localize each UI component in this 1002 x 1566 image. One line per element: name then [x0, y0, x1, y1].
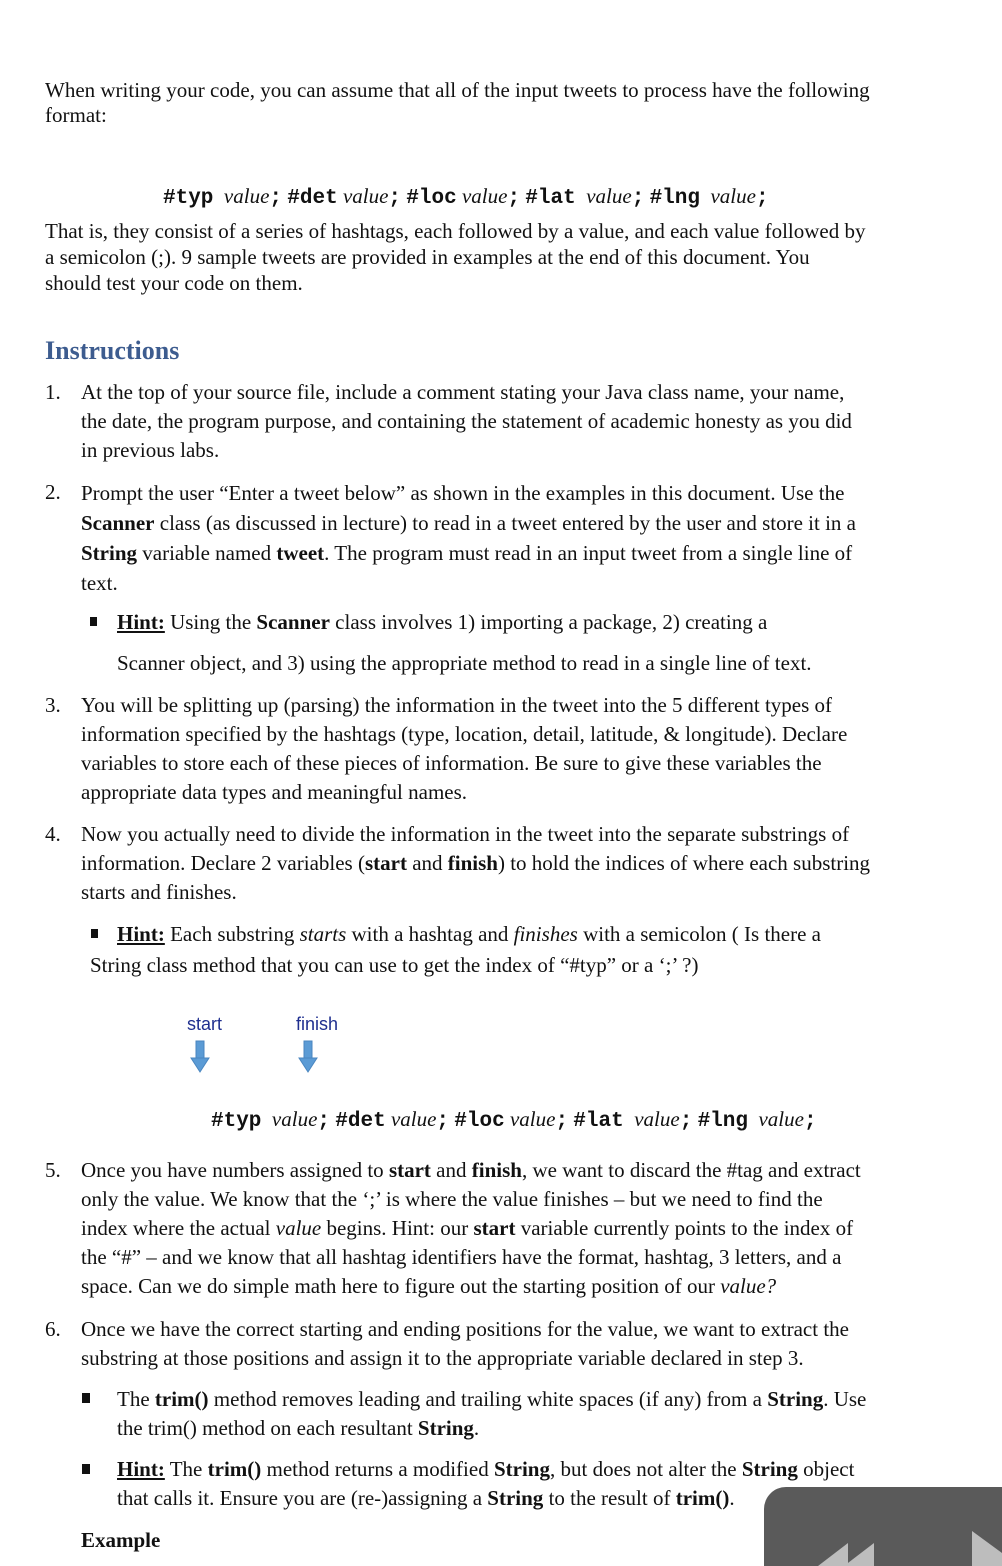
text: variable currently points to the index of: [515, 1216, 854, 1240]
value-lng: value: [710, 184, 756, 208]
starts-word: starts: [299, 922, 347, 946]
text: method on each resultant: [196, 1416, 418, 1440]
trim-keyword: trim(): [207, 1457, 262, 1481]
step-4-line: [81, 849, 911, 878]
step-6-line: substring at those positions and assign it to the appropriate variable declared in step 3.: [81, 1346, 804, 1370]
rewind-icon[interactable]: [812, 1535, 882, 1566]
trim-keyword: trim(): [147, 1416, 197, 1440]
semicolon: ;: [436, 1110, 450, 1133]
text: . Use: [823, 1387, 867, 1411]
step-3-line: variables to store each of these pieces of information. Be sure to give these variables the: [81, 751, 822, 775]
string-keyword: String: [81, 541, 138, 565]
value-loc: value: [509, 1107, 556, 1131]
step-3-line: information specified by the hashtags (type, location, detail, latitude, & longitude). Declare: [81, 722, 848, 746]
text: ) to hold the indices of where each substring: [497, 851, 871, 875]
step-1: [81, 378, 911, 465]
finish-keyword: finish: [471, 1158, 522, 1182]
step-5-line: [81, 1214, 911, 1243]
description-paragraph: [45, 217, 866, 298]
string-keyword: String: [487, 1486, 544, 1510]
value-word: value: [275, 1216, 322, 1240]
text: variable named: [137, 541, 277, 565]
text: method returns a modified: [261, 1457, 494, 1481]
semicolon: ;: [803, 1110, 817, 1133]
tag-loc: #loc: [406, 187, 457, 210]
tag-lat: #lat: [573, 1110, 624, 1133]
text: the: [117, 1416, 148, 1440]
desc-line-2: a semicolon (;). 9 sample tweets are provided in examples at the end of this document. You: [45, 245, 810, 269]
start-arrow-icon: [190, 1040, 210, 1074]
step-5-line: [81, 1156, 911, 1185]
text: . The program must read in an input tweet from a single line of: [324, 541, 853, 565]
step-number-5: 5.: [45, 1158, 61, 1182]
scanner-keyword: Scanner: [256, 610, 330, 634]
text: class (as discussed in lecture) to read in a tweet entered by the user and store it in a: [154, 511, 857, 535]
string-keyword: String: [493, 1457, 550, 1481]
step-number-6: 6.: [45, 1317, 61, 1341]
tweet-keyword: tweet: [276, 541, 325, 565]
step-2-line: Prompt the user “Enter a tweet below” as shown in the examples in this document. Use the: [81, 481, 845, 505]
step-2: [81, 478, 911, 598]
text: method removes leading and trailing white spaces (if any) from a: [208, 1387, 768, 1411]
semicolon: ;: [388, 187, 402, 210]
intro-line-1: When writing your code, you can assume that all of the input tweets to process have the following: [45, 78, 870, 102]
value-word: value?: [720, 1274, 777, 1298]
trim-keyword: trim(): [675, 1486, 730, 1510]
text: that calls it. Ensure you are (re-)assigning a: [117, 1486, 488, 1510]
text: The: [164, 1457, 208, 1481]
text: to the result of: [543, 1486, 676, 1510]
intro-paragraph: [45, 76, 870, 130]
text: class involves 1) importing a package, 2) creating a: [329, 610, 768, 634]
text: and: [406, 851, 448, 875]
play-icon[interactable]: [970, 1531, 1002, 1566]
tag-typ: #typ: [211, 1110, 262, 1133]
trim-keyword: trim(): [154, 1387, 209, 1411]
bullet: [82, 1464, 90, 1474]
text: begins. Hint: our: [321, 1216, 474, 1240]
text: space. Can we do simple math here to figure out the starting position of our: [81, 1274, 721, 1298]
step-1-line: the date, the program purpose, and containing the statement of academic honesty as you did: [81, 409, 852, 433]
semicolon: ;: [631, 187, 645, 210]
text: with a semicolon ( Is there a: [577, 922, 821, 946]
value-typ: value: [271, 1107, 318, 1131]
tag-lat: #lat: [525, 187, 576, 210]
text: Once you have numbers assigned to: [81, 1158, 389, 1182]
value-typ: value: [223, 184, 270, 208]
trim-note: [117, 1385, 947, 1443]
finishes-word: finishes: [513, 922, 578, 946]
semicolon: ;: [679, 1110, 693, 1133]
start-keyword: start: [473, 1216, 516, 1240]
start-keyword: start: [388, 1158, 431, 1182]
step-5-line: the “#” – and we know that all hashtag identifiers have the format, hashtag, 3 letters, and a: [81, 1245, 842, 1269]
scanner-keyword: Scanner: [81, 511, 155, 535]
tag-det: #det: [335, 1110, 386, 1133]
string-keyword: String: [417, 1416, 474, 1440]
text: .: [729, 1486, 735, 1510]
text: with a hashtag and: [346, 922, 514, 946]
value-det: value: [390, 1107, 437, 1131]
start-keyword: start: [364, 851, 407, 875]
step-4: [81, 820, 911, 907]
value-lat: value: [634, 1107, 680, 1131]
bullet: [82, 1393, 90, 1403]
step-6: [81, 1315, 911, 1373]
tag-lng: #lng: [697, 1110, 748, 1133]
step-number-1: 1.: [45, 380, 61, 404]
finish-arrow-icon: [298, 1040, 318, 1074]
semicolon: ;: [555, 1110, 569, 1133]
text: , but does not alter the: [549, 1457, 742, 1481]
step-2-line: text.: [81, 571, 118, 595]
hint-line: Scanner object, and 3) using the appropriate method to read in a single line of text.: [117, 651, 812, 675]
tag-det: #det: [287, 187, 338, 210]
desc-line-3: should test your code on them.: [45, 271, 303, 295]
step-1-line: At the top of your source file, include a comment stating your Java class name, your name,: [81, 380, 845, 404]
tag-loc: #loc: [454, 1110, 505, 1133]
step-2-line: [81, 538, 911, 568]
semicolon: ;: [755, 187, 769, 210]
step-number-2: 2.: [45, 480, 61, 504]
finish-keyword: finish: [447, 851, 498, 875]
hint-label: Hint:: [117, 1457, 165, 1481]
string-keyword: String: [767, 1387, 824, 1411]
tag-lng: #lng: [649, 187, 700, 210]
format-line-diagram: [190, 1076, 817, 1165]
text: Each substring: [164, 922, 300, 946]
step-3: [81, 691, 911, 807]
step-3-line: appropriate data types and meaningful names.: [81, 780, 468, 804]
bullet: [90, 617, 97, 626]
step-2-line: [81, 508, 911, 538]
step-4-line: Now you actually need to divide the information in the tweet into the separate substrings of: [81, 822, 850, 846]
value-det: value: [342, 184, 389, 208]
text: index where the actual: [81, 1216, 276, 1240]
finish-label: finish: [296, 1014, 339, 1034]
step-number-3: 3.: [45, 693, 61, 717]
text: The: [117, 1387, 155, 1411]
bullet: [91, 929, 98, 938]
text: object: [797, 1457, 855, 1481]
step-5-line: [81, 1272, 911, 1301]
hint-step-2: [117, 608, 947, 678]
step-3-line: You will be splitting up (parsing) the information in the tweet into the 5 different types of: [81, 693, 833, 717]
intro-line-2: format:: [45, 103, 107, 127]
text: information. Declare 2 variables (: [81, 851, 365, 875]
value-lat: value: [586, 184, 632, 208]
tag-typ: #typ: [163, 187, 214, 210]
hint-label: Hint:: [117, 922, 165, 946]
media-controls-overlay: [764, 1487, 1002, 1566]
hint-label: Hint:: [117, 610, 165, 634]
text: , we want to discard the #tag and extract: [521, 1158, 861, 1182]
hint-step-4: [117, 920, 947, 949]
step-4-line: starts and finishes.: [81, 880, 237, 904]
step-1-line: in previous labs.: [81, 438, 220, 462]
desc-line-1: That is, they consist of a series of hashtags, each followed by a value, and each value followed by: [45, 219, 866, 243]
example-label: Example: [81, 1528, 161, 1552]
semicolon: ;: [507, 187, 521, 210]
step-5-line: only the value. We know that the ‘;’ is where the value finishes – but we need to find the: [81, 1187, 823, 1211]
step-6-line: Once we have the correct starting and ending positions for the value, we want to extract the: [81, 1317, 849, 1341]
start-label: start: [187, 1014, 223, 1034]
section-heading: Instructions: [45, 336, 180, 365]
value-loc: value: [461, 184, 508, 208]
semicolon: ;: [317, 1110, 331, 1133]
text: Using the: [164, 610, 257, 634]
hint-step-4-line-2: String class method that you can use to get the index of “#typ” or a ‘;’ ?): [90, 953, 699, 977]
step-number-4: 4.: [45, 822, 61, 846]
text: .: [473, 1416, 480, 1440]
semicolon: ;: [269, 187, 283, 210]
string-keyword: String: [741, 1457, 798, 1481]
text: and: [430, 1158, 472, 1182]
step-5: [81, 1156, 911, 1301]
value-lng: value: [758, 1107, 804, 1131]
